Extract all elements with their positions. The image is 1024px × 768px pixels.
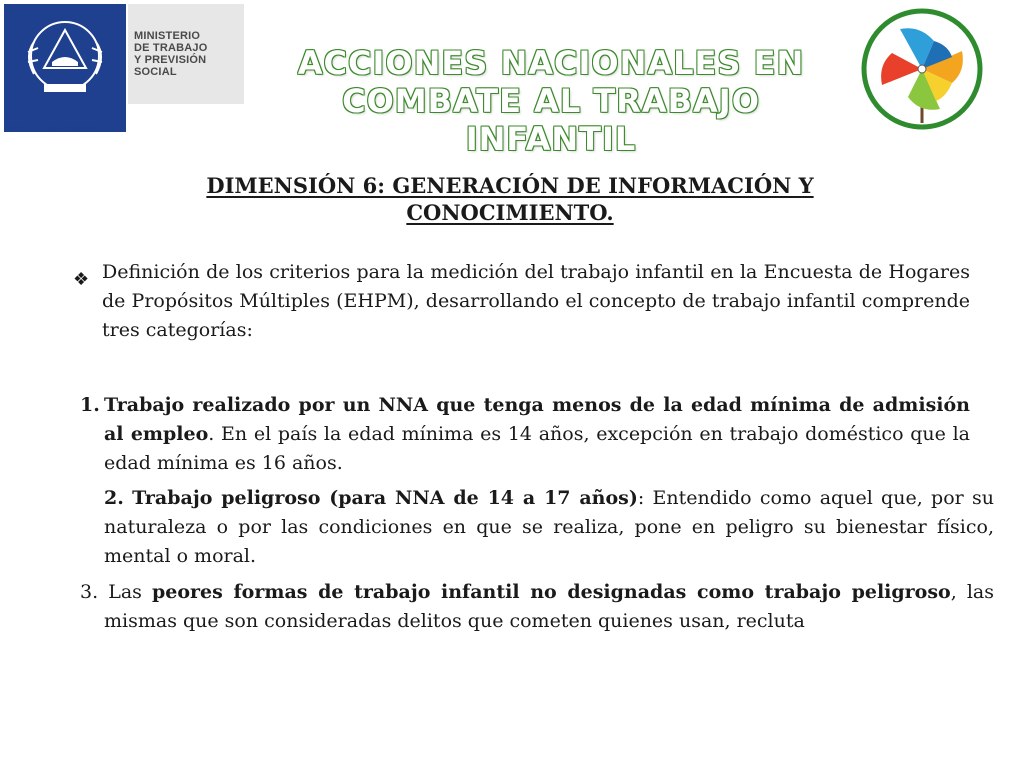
list-item-2 [80, 484, 994, 571]
slide-subtitle: DIMENSIÓN 6: GENERACIÓN DE INFORMACIÓN Y CONOCIMIENTO. [206, 173, 814, 225]
item-3-text: , las mismas que son consideradas delitos que cometen quienes usan, recluta [104, 581, 994, 632]
government-logo [4, 4, 244, 135]
diamond-bullet-icon: ❖ [73, 269, 90, 290]
item-2-number: 2. [104, 487, 124, 509]
item-2-bold-text: Trabajo peligroso (para NNA de 14 a 17 años) [132, 487, 638, 509]
pinwheel-icon [860, 7, 984, 131]
coat-of-arms-icon [14, 12, 116, 102]
slide-title: ACCIONES NACIONALES EN COMBATE AL TRABAJO INFANTIL [297, 44, 805, 158]
item-2-text: : Entendido como aquel que, por su naturaleza o por las condiciones en que se realiza, pone en peligro su bienestar físico, mental o moral. [104, 487, 994, 567]
intro-paragraph: Definición de los criterios para la medición del trabajo infantil en la Encuesta de Hogares de Propósitos Múltiples (EHPM), desarrollando el concepto de trabajo infantil comprende tres categorías: [102, 261, 970, 341]
list-item-1 [104, 391, 970, 478]
item-1-text: . En el país la edad mínima es 14 años, excepción en trabajo doméstico que la edad mínima es 16 años. [104, 423, 970, 474]
item-1-bold-text: Trabajo realizado por un NNA que tenga menos de la edad mínima de admisión al empleo [104, 394, 970, 445]
ministry-label: MINISTERIO DE TRABAJO Y PREVISIÓN SOCIAL [134, 30, 208, 78]
item-1-number: 1. [80, 394, 100, 416]
item-3-bold-text: peores formas de trabajo infantil no designadas como trabajo peligroso [152, 581, 951, 603]
item-3-pre-text: Las [108, 581, 152, 603]
item-3-number: 3. [80, 581, 99, 603]
gobierno-label: GOBIERNO [9, 104, 112, 124]
list-item-3 [80, 578, 994, 636]
gobierno-sub-label: DE EL SALVADOR [9, 124, 103, 135]
